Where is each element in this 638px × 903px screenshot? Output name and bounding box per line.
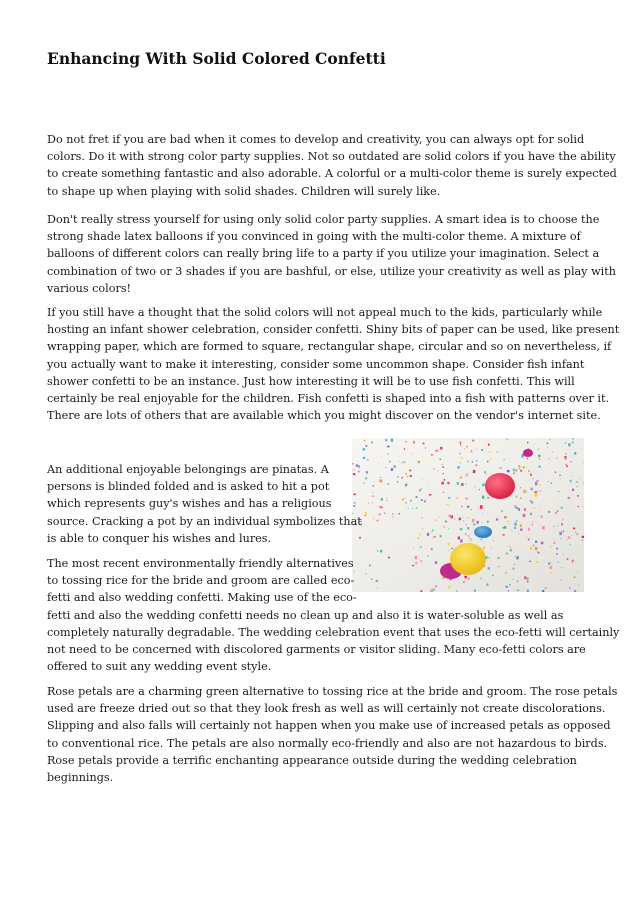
confetti-piece [413, 441, 415, 444]
confetti-piece [470, 450, 472, 452]
paragraph-eco-fetti [47, 555, 620, 675]
text-line: to create something fantastic and also adorable. A colorful or a multi-color theme is surely expected [47, 167, 617, 181]
confetti-piece [404, 448, 405, 449]
confetti-piece [366, 445, 368, 447]
confetti-piece [552, 452, 553, 453]
confetti-piece [472, 440, 474, 442]
confetti-piece [497, 451, 499, 452]
confetti-piece [431, 548, 433, 550]
confetti-piece [391, 439, 393, 442]
confetti-piece [413, 548, 414, 549]
text-line: shower confetti to be an instance. Just how interesting it will be to use fish confetti. This will [47, 374, 575, 388]
text-line: hosting an infant shower celebration, consider confetti. Shiny bits of paper can be used, like present [47, 323, 620, 337]
text-line: is able to conquer his wishes and lures. [47, 531, 272, 545]
confetti-piece [547, 443, 549, 445]
text-line: beginnings. [47, 771, 114, 785]
confetti-piece [476, 449, 477, 450]
text-line: Do not fret if you are bad when it comes to develop and creativity, you can always opt for solid [47, 133, 585, 146]
text-line: which represents guy's wishes and has a religious [47, 497, 332, 511]
text-line: Rose petals are a charming green alternative to tossing rice at the bride and groom. The rose petals [47, 685, 618, 698]
text-line: source. Cracking a pot by an individual symbolizes that [47, 514, 362, 528]
confetti-piece [530, 547, 532, 550]
confetti-piece [489, 452, 491, 453]
confetti-piece [547, 447, 548, 448]
confetti-piece [363, 448, 366, 451]
text-line: persons is blinded folded and is asked to hit a pot [47, 480, 330, 494]
text-line: offered to suit any wedding event style. [47, 660, 272, 674]
confetti-piece [467, 446, 468, 447]
text-line: to shape up when playing with solid shades. Children will surely like. [47, 184, 441, 198]
confetti-piece [440, 459, 441, 460]
confetti-piece [565, 442, 566, 443]
text-line: There are lots of others that are available which you might discover on the vendor's internet site. [47, 409, 601, 423]
text-line: various colors! [47, 281, 132, 295]
text-line: Slipping and also falls will certainly not happen when you make use of increased petals as opposed [47, 719, 611, 733]
confetti-piece [377, 551, 378, 552]
confetti-piece [435, 450, 437, 452]
confetti-piece [574, 452, 576, 455]
confetti-piece [460, 442, 462, 444]
text-line: used are freeze dried out so that they look fresh as well as will certainly not create discolorations. [47, 702, 606, 716]
text-line: fetti and also the wedding confetti needs no clean up and also it is water-soluble as well as [47, 608, 564, 622]
confetti-piece [490, 459, 491, 460]
confetti-piece [449, 550, 451, 551]
paragraph-balloons [47, 211, 616, 297]
confetti-piece [504, 459, 505, 460]
confetti-piece [405, 441, 407, 442]
confetti-piece [385, 439, 387, 441]
confetti-piece [451, 548, 453, 549]
confetti-piece [490, 547, 492, 548]
text-line: colors. Do it with strong color party supplies. Not so outdated are solid colors if you have the ability [47, 150, 616, 164]
confetti-piece [380, 550, 382, 553]
confetti-piece [549, 439, 550, 440]
text-line: The most recent environmentally friendly alternatives [47, 557, 354, 570]
text-line: Don't really stress yourself for using only solid color party supplies. A smart idea is to choose the [47, 213, 600, 226]
confetti-piece [482, 449, 483, 450]
confetti-piece [556, 458, 557, 459]
text-line: fetti and also wedding confetti. Making use of the eco- [47, 591, 357, 605]
confetti-piece [464, 448, 465, 449]
confetti-piece [565, 453, 566, 455]
text-line: to tossing rice for the bride and groom are called eco- [47, 574, 355, 588]
text-line: Rose petals provide a terrific enchanting appearance outside during the wedding celebration [47, 753, 577, 767]
text-line: not need to be concerned with discolored garments or visitor sliding. Many eco-fetti colors are [47, 643, 586, 657]
confetti-piece [423, 443, 425, 445]
text-line: If you still have a thought that the solid colors will not appeal much to the kids, particularly while [47, 306, 603, 319]
confetti-piece [387, 446, 390, 448]
text-line: combination of two or 3 shades if you are bashful, or else, utilize your creativity as well as play with [47, 264, 616, 278]
confetti-piece [548, 458, 549, 459]
confetti-piece [572, 438, 573, 439]
confetti-piece [381, 456, 382, 457]
confetti-piece [568, 443, 570, 446]
confetti-piece [538, 455, 540, 457]
confetti-piece [527, 442, 528, 444]
confetti-piece [459, 453, 461, 454]
confetti-piece [411, 453, 412, 454]
document-title: Enhancing With Solid Colored Confetti [47, 49, 386, 68]
paragraph-rose-petals [47, 683, 618, 786]
confetti-piece [538, 449, 540, 450]
confetti-piece [371, 441, 373, 443]
confetti-piece [539, 458, 540, 459]
text-line: An additional enjoyable belongings are pinatas. A [47, 463, 329, 476]
confetti-piece [572, 442, 574, 444]
text-line: strong shade latex balloons if you convinced in going with the multi-color theme. A mixture of [47, 230, 581, 244]
confetti-piece [388, 454, 389, 455]
paragraph-confetti [47, 304, 620, 424]
paragraph-solid-colors [47, 131, 617, 200]
confetti-piece [535, 548, 537, 550]
confetti-piece [506, 439, 508, 441]
confetti-piece [533, 445, 534, 446]
confetti-piece [565, 459, 567, 460]
confetti-piece [533, 448, 534, 449]
confetti-piece [527, 458, 528, 459]
confetti-piece [483, 547, 485, 550]
small-pink-balloon [523, 449, 533, 457]
text-line: wrapping paper, which are formed to square, rectangular shape, circular and so on nevertheless, if [47, 340, 612, 354]
paragraph-pinatas [47, 461, 592, 547]
text-line: you actually want to make it interesting, consider some uncommon shape. Consider fish infant [47, 357, 585, 371]
confetti-piece [431, 454, 433, 456]
confetti-piece [364, 440, 366, 442]
confetti-piece [510, 549, 512, 551]
confetti-piece [556, 548, 558, 550]
confetti-piece [461, 458, 462, 459]
confetti-piece [537, 551, 538, 552]
text-line: to conventional rice. The petals are also normally eco-friendly and also are not hazardous to birds. [47, 736, 608, 750]
confetti-piece [363, 457, 365, 459]
text-line: balloons of different colors can really bring life to a party if you utilize your imagination. Select a [47, 247, 600, 261]
text-line: certainly be real enjoyable for the children. Fish confetti is shaped into a fish with patterns over it. [47, 392, 610, 406]
confetti-piece [425, 447, 426, 449]
confetti-piece [538, 552, 540, 554]
text-line: completely naturally degradable. The wedding celebration event that uses the eco-fetti will certainly [47, 625, 620, 639]
confetti-piece [564, 456, 566, 458]
confetti-piece [488, 444, 490, 446]
confetti-piece [440, 447, 442, 450]
confetti-piece [460, 444, 461, 446]
